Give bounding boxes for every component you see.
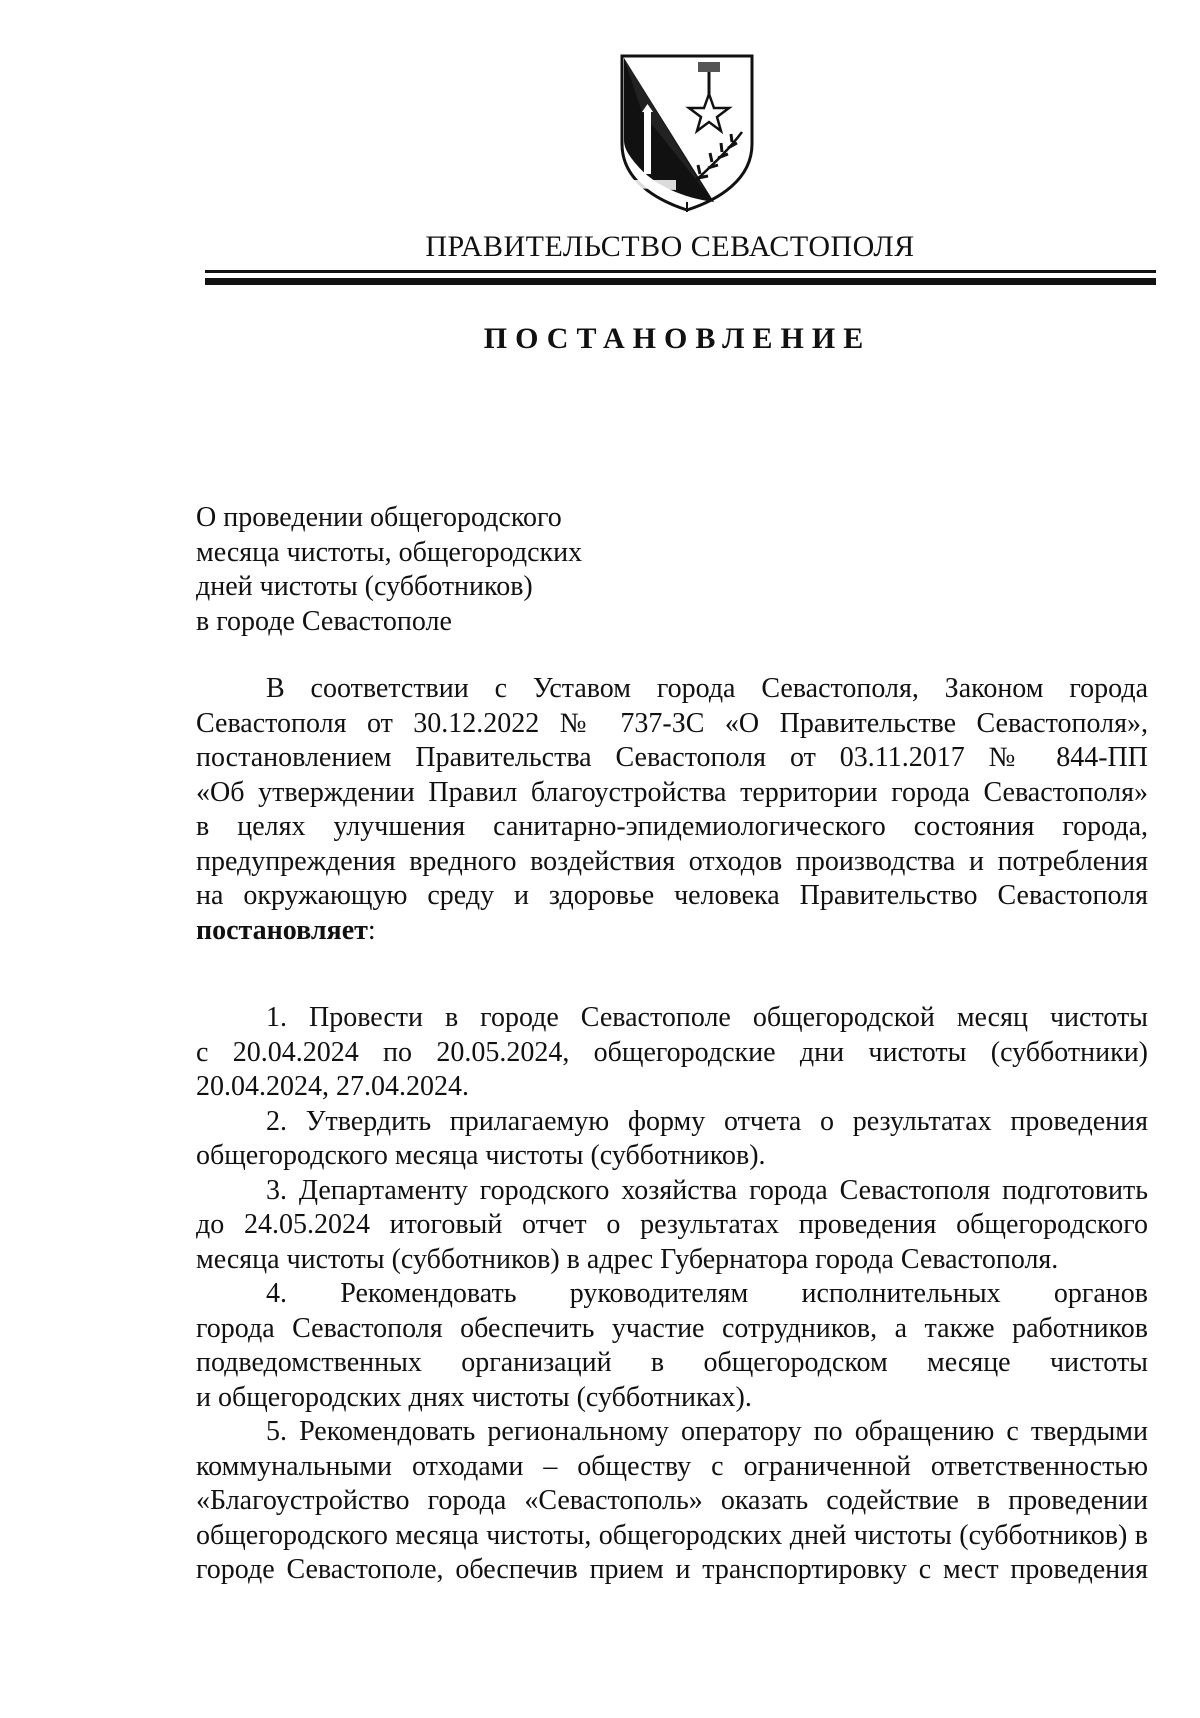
item-line: городе Севастополе, обеспечив прием и транспортировку с мест проведения [196, 1554, 1148, 1585]
resolves-line [196, 914, 1148, 949]
item-line: коммунальными отходами – обществу с ограниченной ответственностью [196, 1450, 1148, 1482]
subject-line: дней чистоты (субботников) [196, 571, 533, 602]
item-line: 5. Рекомендовать региональному оператору по обращению с твердыми [266, 1416, 1148, 1447]
coat-of-arms-icon [614, 52, 760, 212]
item-line: города Севастополя обеспечить участие сотрудников, а также работников [196, 1312, 1148, 1344]
item-line: подведомственных организаций в общегородском месяце чистоты [196, 1347, 1148, 1378]
subject-line: месяца чистоты, общегородских [196, 536, 583, 568]
preamble-line: В соответствии с Уставом города Севастополя, Законом города [266, 673, 1148, 704]
item-line: 1. Провести в городе Севастополе общегородской месяц чистоты [266, 1002, 1148, 1033]
item-line: с 20.04.2024 по 20.05.2024, общегородские дни чистоты (субботники) [196, 1036, 1148, 1068]
item-line: общегородского месяца чистоты, общегородских дней чистоты (субботников) в [196, 1519, 1148, 1551]
resolution-item-1 [196, 1001, 1148, 1105]
item-line: «Благоустройство города «Севастополь» оказать содействие в проведении [196, 1485, 1148, 1516]
header-rule-thick [205, 278, 1156, 285]
preamble-line: в целях улучшения санитарно-эпидемиологического состояния города, [196, 811, 1148, 842]
subject-line: О проведении общегородского [196, 502, 562, 533]
item-line: 4. Рекомендовать руководителям исполнительных органов [266, 1278, 1148, 1309]
resolution-item-2 [196, 1105, 1148, 1174]
preamble-line: «Об утверждении Правил благоустройства территории города Севастополя» [196, 776, 1148, 808]
resolution-item-3 [196, 1174, 1148, 1278]
item-line: месяца чистоты (субботников) в адрес Губернатора города Севастополя. [196, 1243, 1059, 1275]
resolution-items [196, 1001, 1148, 1588]
preamble-line: Севастополя от 30.12.2022 № 737-ЗС «О Правительстве Севастополя», [196, 707, 1148, 739]
item-line: до 24.05.2024 итоговый отчет о результатах проведения общегородского [196, 1209, 1148, 1240]
header-rule-thin [205, 270, 1156, 273]
document-subject [196, 501, 582, 639]
subject-line: в городе Севастополе [196, 605, 452, 637]
item-line: 20.04.2024, 27.04.2024. [196, 1071, 469, 1102]
document-type-title: ПОСТАНОВЛЕНИЕ [483, 322, 872, 355]
resolution-item-4 [196, 1277, 1148, 1415]
item-line: 2. Утвердить прилагаемую форму отчета о результатах проведения [266, 1105, 1148, 1137]
resolves-punct: : [367, 914, 376, 946]
resolves-word: постановляет [196, 914, 368, 946]
preamble-line: на окружающую среду и здоровье человека Правительство Севастополя [196, 880, 1148, 911]
preamble-paragraph [196, 672, 1148, 948]
organization-title: ПРАВИТЕЛЬСТВО СЕВАСТОПОЛЯ [425, 230, 915, 263]
resolution-item-5 [196, 1415, 1148, 1588]
item-line: общегородского месяца чистоты (субботников). [196, 1140, 766, 1171]
item-line: 3. Департаменту городского хозяйства города Севастополя подготовить [266, 1174, 1148, 1206]
preamble-line: предупреждения вредного воздействия отходов производства и потребления [196, 845, 1148, 877]
preamble-line: постановлением Правительства Севастополя от 03.11.2017 № 844-ПП [196, 742, 1148, 773]
item-line: и общегородских днях чистоты (субботниках). [196, 1381, 752, 1413]
